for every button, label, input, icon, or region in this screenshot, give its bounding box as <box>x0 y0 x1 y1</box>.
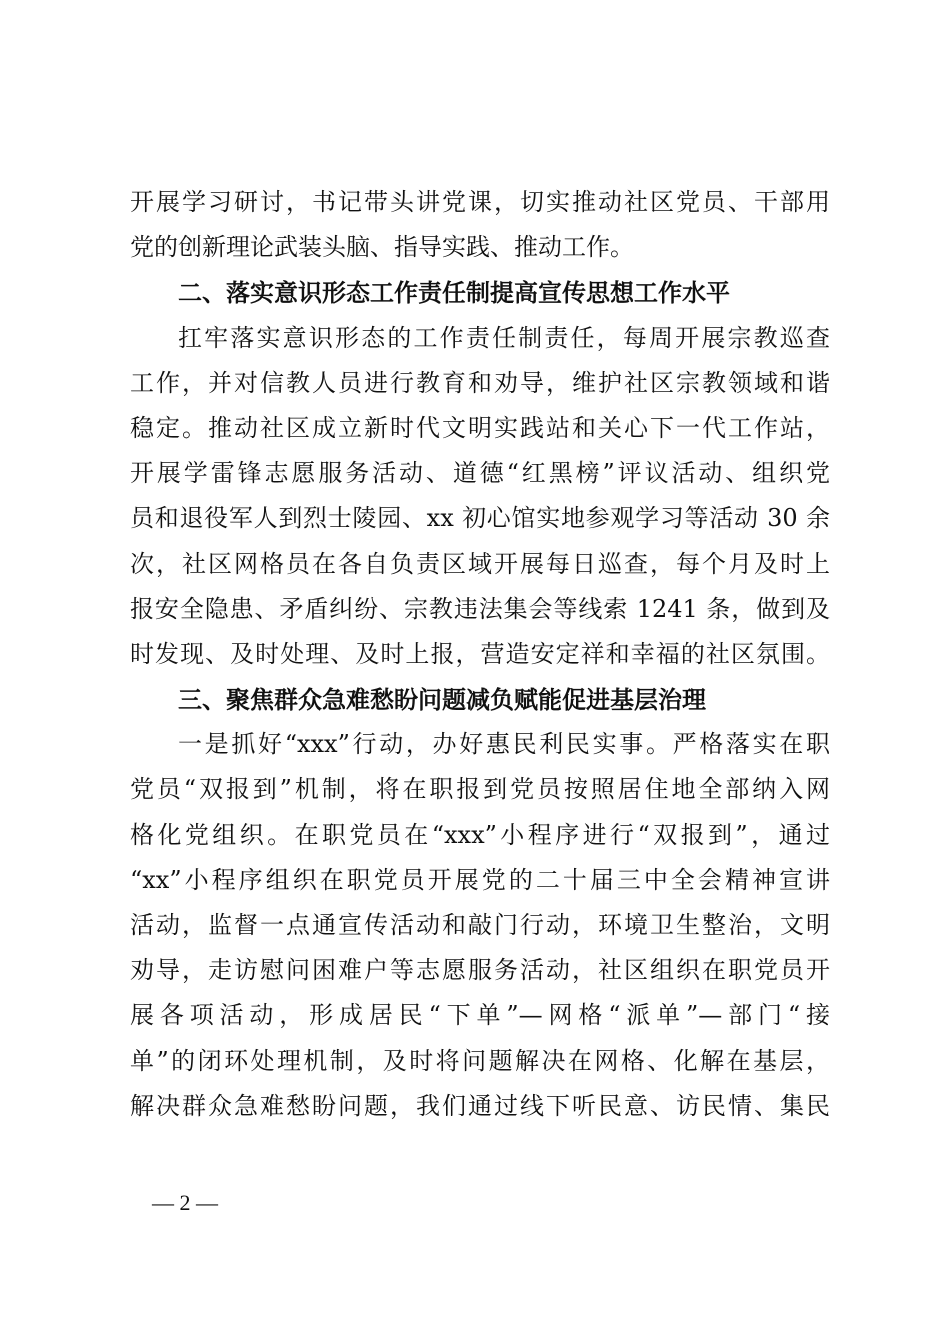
text-line-8: 员和退役军人到烈士陵园、xx 初心馆实地参观学习等活动 30 余 <box>130 504 830 533</box>
text-line-18: 劝导，走访慰问困难户等志愿服务活动，社区组织在职党员开 <box>130 956 830 985</box>
text-line-19: 展各项活动，形成居民“下单”—网格“派单”—部门“接 <box>130 1001 830 1030</box>
text-line-6: 稳定。推动社区成立新时代文明实践站和关心下一代工作站， <box>130 413 830 442</box>
text-line-15: 格化党组织。在职党员在“xxx”小程序进行“双报到”，通过 <box>130 820 830 849</box>
text-line-2: 党的创新理论武装头脑、指导实践、推动工作。 <box>130 233 634 262</box>
text-line-20: 单”的闭环处理机制，及时将问题解决在网格、化解在基层， <box>130 1046 830 1075</box>
text-line-9: 次，社区网格员在各自负责区域开展每日巡查，每个月及时上 <box>130 549 830 578</box>
text-line-17: 活动，监督一点通宣传活动和敲门行动，环境卫生整治，文明 <box>130 911 830 939</box>
text-line-1: 开展学习研讨，书记带头讲党课，切实推动社区党员、干部用 <box>130 188 830 216</box>
text-line-14: 党员“双报到”机制，将在职报到党员按照居住地全部纳入网 <box>130 775 830 804</box>
document-body <box>130 180 830 1129</box>
text-line-13: 一是抓好“xxx”行动，办好惠民利民实事。严格落实在职 <box>178 730 830 759</box>
text-line-5: 工作，并对信教人员进行教育和劝导，维护社区宗教领域和谐 <box>130 368 830 397</box>
section-heading-3: 三、聚焦群众急难愁盼问题减负赋能促进基层治理 <box>178 685 706 715</box>
text-line-21: 解决群众急难愁盼问题，我们通过线下听民意、访民情、集民 <box>130 1091 830 1120</box>
text-line-16: “xx”小程序组织在职党员开展党的二十届三中全会精神宣讲 <box>130 865 830 894</box>
text-line-11: 时发现、及时处理、及时上报，营造安定祥和幸福的社区氛围。 <box>130 639 830 668</box>
text-line-7: 开展学雷锋志愿服务活动、道德“红黑榜”评议活动、组织党 <box>130 459 830 488</box>
page-number: — 2 — <box>152 1190 218 1215</box>
section-heading-2: 二、落实意识形态工作责任制提高宣传思想工作水平 <box>178 278 730 308</box>
text-line-4: 扛牢落实意识形态的工作责任制责任，每周开展宗教巡查 <box>178 323 830 352</box>
text-line-10: 报安全隐患、矛盾纠纷、宗教违法集会等线索 1241 条，做到及 <box>130 594 830 623</box>
